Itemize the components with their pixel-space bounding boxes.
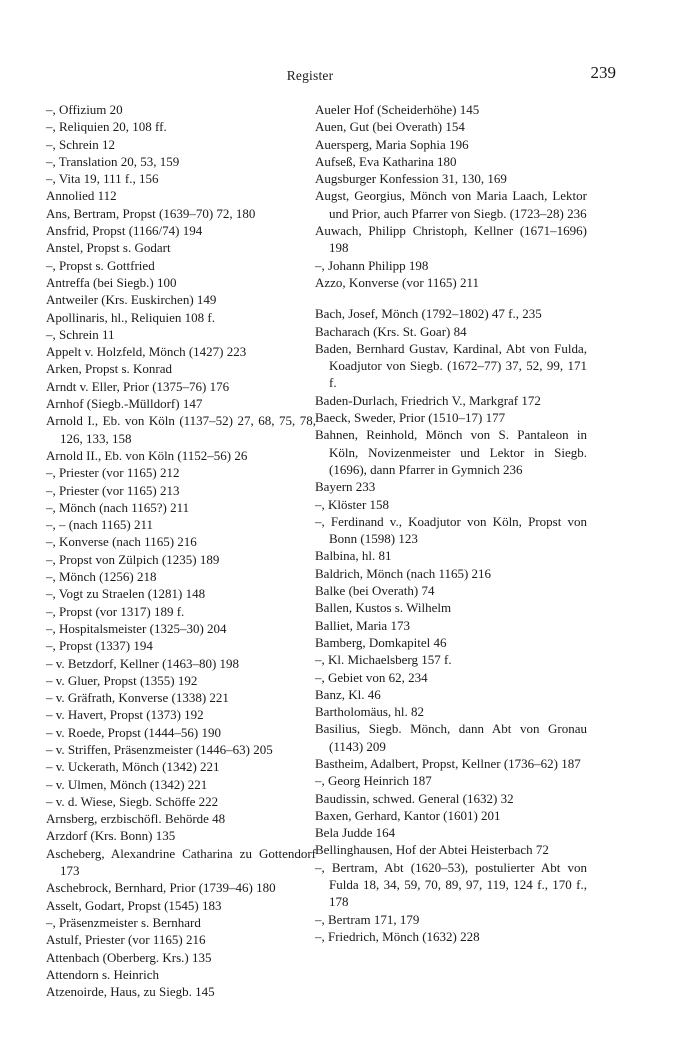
index-column-left <box>46 101 316 1000</box>
index-section-a <box>315 101 587 291</box>
index-entry: –, Bertram, Abt (1620–53), postulierter Abt von Fulda 18, 34, 59, 70, 89, 97, 119, 124 f., 170 f., 178 <box>315 859 587 910</box>
index-entry: Arndt v. Eller, Prior (1375–76) 176 <box>46 378 230 394</box>
index-entry: Balbina, hl. 81 <box>315 548 392 564</box>
index-entry: Auen, Gut (bei Overath) 154 <box>315 119 465 135</box>
index-entry: Arnhof (Siegb.-Mülldorf) 147 <box>46 396 203 412</box>
index-entry: – v. Striffen, Präsenzmeister (1446–63) 205 <box>46 741 273 757</box>
index-entry: Bach, Josef, Mönch (1792–1802) 47 f., 235 <box>315 306 542 322</box>
index-entry: –, Johann Philipp 198 <box>315 257 429 273</box>
index-entry: Bacharach (Krs. St. Goar) 84 <box>315 323 467 339</box>
index-entry: Baxen, Gerhard, Kantor (1601) 201 <box>315 807 501 823</box>
index-entry: –, Friedrich, Mönch (1632) 228 <box>315 928 480 944</box>
index-entry: Balliet, Maria 173 <box>315 617 410 633</box>
index-entry: Arnold II., Eb. von Köln (1152–56) 26 <box>46 447 248 463</box>
index-entry: Antweiler (Krs. Euskirchen) 149 <box>46 292 217 308</box>
index-entry: –, Kl. Michaelsberg 157 f. <box>315 652 452 668</box>
index-entry: Ballen, Kustos s. Wilhelm <box>315 600 452 616</box>
index-entry: Baudissin, schwed. General (1632) 32 <box>315 790 514 806</box>
index-entry: Atzenoirde, Haus, zu Siegb. 145 <box>46 984 215 1000</box>
index-entry: – v. Gluer, Propst (1355) 192 <box>46 672 198 688</box>
index-entry: –, Vita 19, 111 f., 156 <box>46 171 159 187</box>
index-entry: Arzdorf (Krs. Bonn) 135 <box>46 828 176 844</box>
index-entry: Ascheberg, Alexandrine Catharina zu Gottendorf 173 <box>46 845 316 879</box>
index-entry: Aschebrock, Bernhard, Prior (1739–46) 180 <box>46 880 276 896</box>
index-entry: Banz, Kl. 46 <box>315 686 381 702</box>
index-entry: –, Priester (vor 1165) 213 <box>46 482 180 498</box>
index-entry: –, – (nach 1165) 211 <box>46 517 153 533</box>
index-entry: – v. Gräfrath, Konverse (1338) 221 <box>46 690 229 706</box>
index-entry: – v. Ulmen, Mönch (1342) 221 <box>46 776 208 792</box>
index-entry: –, Mönch (nach 1165?) 211 <box>46 499 190 515</box>
index-entry: Basilius, Siegb. Mönch, dann Abt von Gronau (1143) 209 <box>315 721 587 754</box>
index-entry: Astulf, Priester (vor 1165) 216 <box>46 932 206 948</box>
index-entry: –, Schrein 11 <box>46 326 115 342</box>
index-entry: Auwach, Philipp Christoph, Kellner (1671–1696) 198 <box>315 223 587 256</box>
page-header-title: Register <box>286 68 334 83</box>
index-entry: –, Hospitalsmeister (1325–30) 204 <box>46 620 227 636</box>
index-entry: Azzo, Konverse (vor 1165) 211 <box>315 274 480 290</box>
index-entry: Bastheim, Adalbert, Propst, Kellner (1736–62) 187 <box>315 755 581 771</box>
index-entry: Attenbach (Oberberg. Krs.) 135 <box>46 949 212 965</box>
index-entry: – v. Uckerath, Mönch (1342) 221 <box>46 759 220 775</box>
index-entry: Augst, Georgius, Mönch von Maria Laach, Lektor und Prior, auch Pfarrer von Siegb. (1723–28) 236 <box>315 188 587 221</box>
index-entry: Aueler Hof (Scheiderhöhe) 145 <box>315 102 480 117</box>
index-entry: Ans, Bertram, Propst (1639–70) 72, 180 <box>46 205 256 221</box>
index-entry: Annolied 112 <box>46 188 117 204</box>
index-entry: Arnsberg, erzbischöfl. Behörde 48 <box>46 811 226 827</box>
index-column-right <box>315 101 587 945</box>
index-entry: –, Konverse (nach 1165) 216 <box>46 534 197 550</box>
index-entry: –, Propst (vor 1317) 189 f. <box>46 603 185 619</box>
index-entry: –, Präsenzmeister s. Bernhard <box>46 914 201 930</box>
index-entry: Augsburger Konfession 31, 130, 169 <box>315 171 507 187</box>
index-entry: Antreffa (bei Siegb.) 100 <box>46 274 177 290</box>
index-entry: – v. Havert, Propst (1373) 192 <box>46 707 204 723</box>
index-entry: Bela Judde 164 <box>315 825 396 841</box>
index-entry: –, Bertram 171, 179 <box>315 911 420 927</box>
index-entry: –, Translation 20, 53, 159 <box>46 153 180 169</box>
index-entry: –, Propst von Zülpich (1235) 189 <box>46 551 220 567</box>
index-entry: Attendorn s. Heinrich <box>46 966 160 982</box>
index-entry: Baden-Durlach, Friedrich V., Markgraf 172 <box>315 392 541 408</box>
index-entry: –, Schrein 12 <box>46 136 115 152</box>
index-entry: –, Priester (vor 1165) 212 <box>46 465 180 481</box>
index-entry: Bamberg, Domkapitel 46 <box>315 634 447 650</box>
index-entry: –, Offizium 20 <box>46 102 123 117</box>
index-entry: Appelt v. Holzfeld, Mönch (1427) 223 <box>46 344 247 360</box>
index-entry: Baden, Bernhard Gustav, Kardinal, Abt von Fulda, Koadjutor von Siegb. (1672–77) 37, 52, 99, 171 f. <box>315 340 587 391</box>
index-entry: Bellinghausen, Hof der Abtei Heisterbach 72 <box>315 842 549 858</box>
index-entry: –, Propst (1337) 194 <box>46 638 153 654</box>
index-section-b <box>315 305 587 945</box>
index-entry: Ansfrid, Propst (1166/74) 194 <box>46 223 203 239</box>
index-entry: Arnold I., Eb. von Köln (1137–52) 27, 68, 75, 78, 126, 133, 158 <box>46 413 316 446</box>
index-entry: –, Georg Heinrich 187 <box>315 773 432 789</box>
index-entry: –, Klöster 158 <box>315 496 390 512</box>
index-entry: Bahnen, Reinhold, Mönch von S. Pantaleon in Köln, Novizenmeister und Lektor in Siegb. (1696), dann Pfarrer in Gymnich 236 <box>315 427 587 477</box>
index-entry: –, Mönch (1256) 218 <box>46 569 157 585</box>
index-entry: Bartholomäus, hl. 82 <box>315 704 425 720</box>
index-entry: –, Vogt zu Straelen (1281) 148 <box>46 586 206 602</box>
index-entry: Asselt, Godart, Propst (1545) 183 <box>46 897 222 913</box>
index-entry: –, Ferdinand v., Koadjutor von Köln, Propst von Bonn (1598) 123 <box>315 513 587 547</box>
index-entry: Anstel, Propst s. Godart <box>46 240 171 256</box>
index-entry: – v. d. Wiese, Siegb. Schöffe 222 <box>46 793 219 809</box>
index-entry: Baldrich, Mönch (nach 1165) 216 <box>315 565 492 581</box>
index-entry: –, Reliquien 20, 108 ff. <box>46 119 167 135</box>
index-entry: Arken, Propst s. Konrad <box>46 361 173 377</box>
section-gap <box>315 291 587 305</box>
index-entry: Balke (bei Overath) 74 <box>315 583 435 599</box>
index-entry: Aufseß, Eva Katharina 180 <box>315 153 457 169</box>
index-entry: Bayern 233 <box>315 479 376 495</box>
index-entry: –, Gebiet von 62, 234 <box>315 669 428 685</box>
index-entry: Baeck, Sweder, Prior (1510–17) 177 <box>315 410 506 426</box>
index-entry: – v. Betzdorf, Kellner (1463–80) 198 <box>46 655 240 671</box>
page-number: 239 <box>590 63 616 82</box>
index-entry: Apollinaris, hl., Reliquien 108 f. <box>46 309 215 325</box>
index-entry: Auersperg, Maria Sophia 196 <box>315 136 469 152</box>
index-entry: – v. Roede, Propst (1444–56) 190 <box>46 724 222 740</box>
index-entry: –, Propst s. Gottfried <box>46 257 155 273</box>
